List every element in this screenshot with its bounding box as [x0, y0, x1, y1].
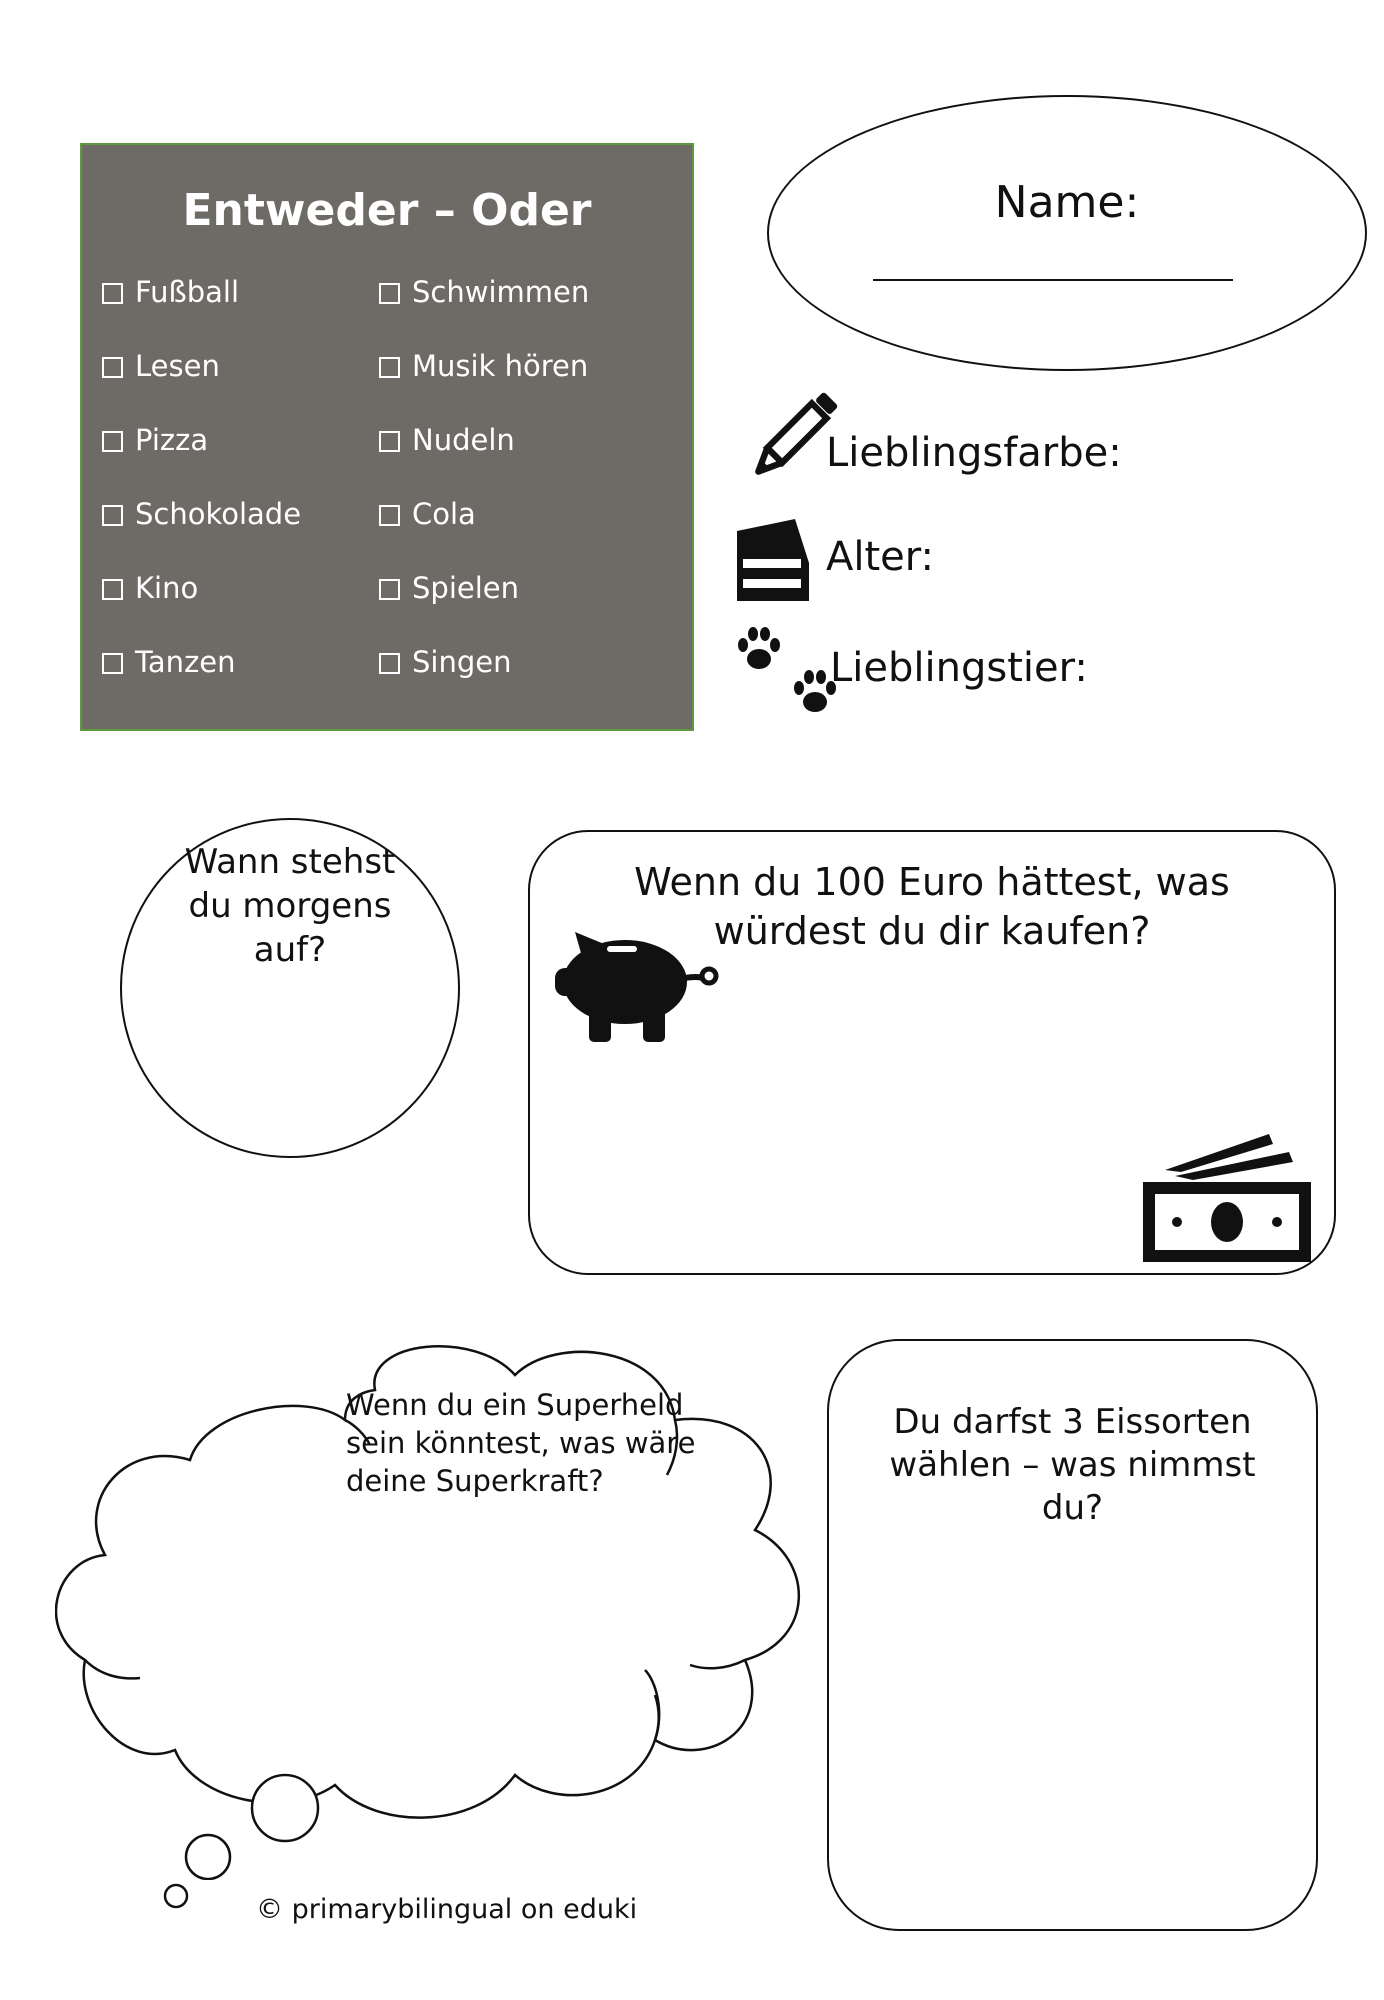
- checkbox[interactable]: [379, 283, 400, 304]
- choice-item[interactable]: Fußball: [102, 275, 301, 349]
- ice-cream-question-box: [827, 1339, 1318, 1931]
- choice-item[interactable]: Singen: [379, 645, 589, 719]
- age-label: Alter:: [826, 534, 934, 580]
- checkbox[interactable]: [379, 357, 400, 378]
- checkbox[interactable]: [379, 653, 400, 674]
- checkbox[interactable]: [102, 431, 123, 452]
- checkbox[interactable]: [102, 505, 123, 526]
- favorite-animal-label: Lieblingstier:: [830, 645, 1088, 691]
- name-label: Name:: [994, 177, 1140, 228]
- wake-up-question: Wann stehst du morgens auf?: [184, 842, 396, 970]
- wake-up-circle: [120, 818, 460, 1158]
- checkbox[interactable]: [102, 579, 123, 600]
- either-or-left-column: [102, 275, 301, 719]
- favorite-color-label: Lieblingsfarbe:: [826, 430, 1122, 476]
- piggy-bank-icon: [553, 920, 723, 1045]
- superhero-question: Wenn du ein Superheld sein könntest, was wäre deine Superkraft?: [346, 1388, 696, 1498]
- choice-item[interactable]: Musik hören: [379, 349, 589, 423]
- name-write-line[interactable]: [873, 279, 1233, 281]
- money-question: Wenn du 100 Euro hättest, was würdest du dir kaufen?: [634, 860, 1230, 953]
- choice-item[interactable]: Schokolade: [102, 497, 301, 571]
- ice-cream-question: Du darfst 3 Eissorten wählen – was nimmst du?: [889, 1402, 1256, 1528]
- choice-item[interactable]: Nudeln: [379, 423, 589, 497]
- choice-item[interactable]: Tanzen: [102, 645, 301, 719]
- thought-bubble-dot: [160, 1880, 200, 1920]
- checkbox[interactable]: [379, 505, 400, 526]
- either-or-title: Entweder – Oder: [182, 185, 592, 236]
- cake-icon: [733, 515, 813, 605]
- either-or-box: [80, 143, 694, 731]
- name-ellipse: [767, 95, 1367, 371]
- either-or-right-column: [379, 275, 589, 719]
- checkbox[interactable]: [102, 653, 123, 674]
- money-bills-icon: [1141, 1132, 1313, 1264]
- choice-item[interactable]: Spielen: [379, 571, 589, 645]
- checkbox[interactable]: [102, 283, 123, 304]
- choice-item[interactable]: Lesen: [102, 349, 301, 423]
- copyright-notice: © primarybilingual on eduki: [256, 1894, 638, 1925]
- paw-icon: [734, 625, 784, 675]
- choice-item[interactable]: Cola: [379, 497, 589, 571]
- choice-item[interactable]: Schwimmen: [379, 275, 589, 349]
- choice-item[interactable]: Kino: [102, 571, 301, 645]
- checkbox[interactable]: [102, 357, 123, 378]
- checkbox[interactable]: [379, 431, 400, 452]
- choice-item[interactable]: Pizza: [102, 423, 301, 497]
- checkbox[interactable]: [379, 579, 400, 600]
